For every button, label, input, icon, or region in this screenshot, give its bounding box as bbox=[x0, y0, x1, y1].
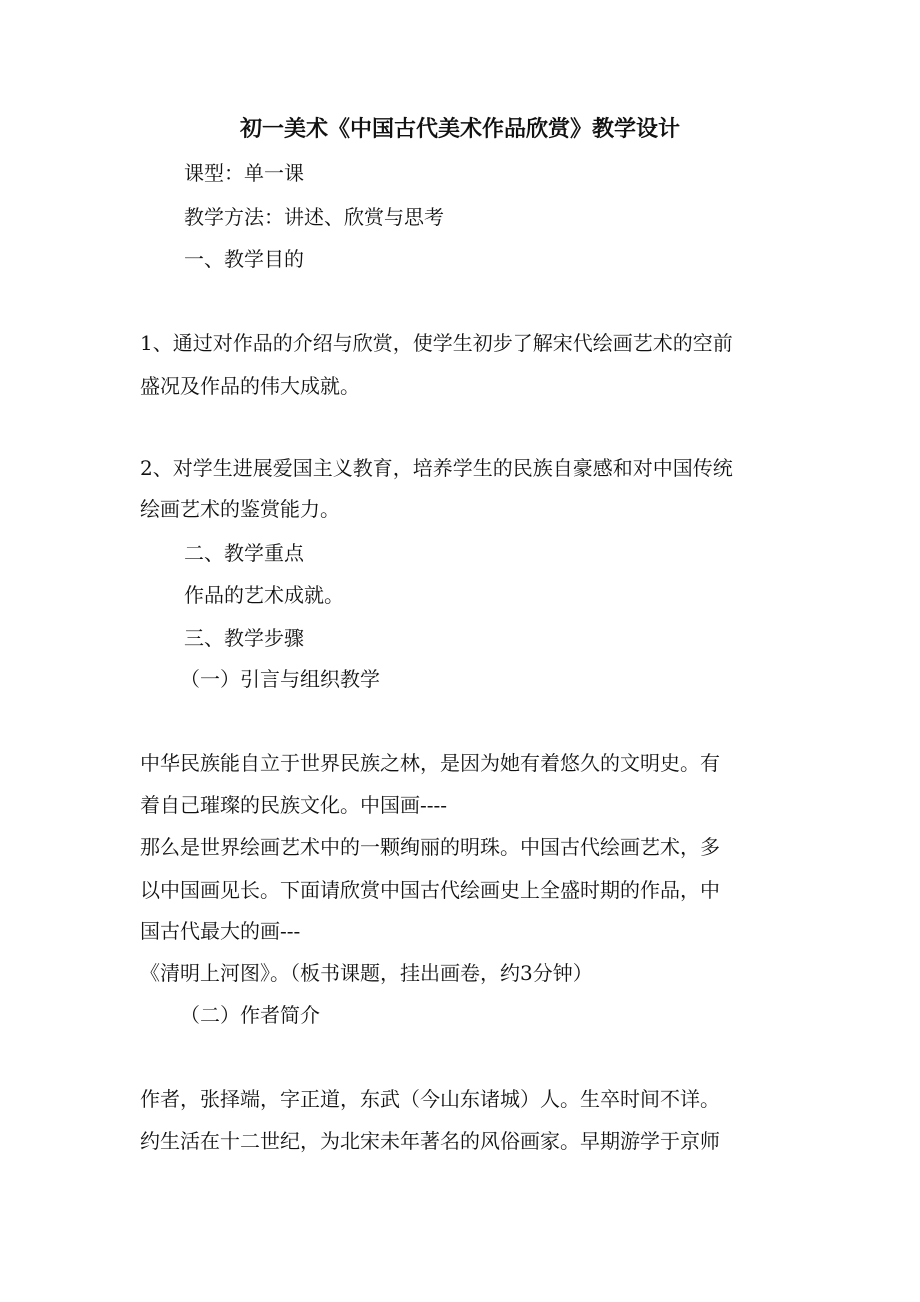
focus-text: 作品的艺术成就。 bbox=[184, 583, 344, 607]
section-heading-objectives: 一、教学目的 bbox=[184, 247, 304, 271]
objective-2-line-1: 2、对学生进展爱国主义教育，培养学生的民族自豪感和对中国传统 bbox=[140, 456, 733, 480]
teaching-method-line: 教学方法：讲述、欣赏与思考 bbox=[184, 205, 444, 229]
paragraph-1-line-4: 以中国画见长。下面请欣赏中国古代绘画史上全盛时期的作品，中 bbox=[140, 878, 720, 902]
paragraph-1-line-6: 《清明上河图》。（板书课题，挂出画卷，约3分钟） bbox=[140, 961, 593, 985]
paragraph-1-line-1: 中华民族能自立于世界民族之林，是因为她有着悠久的文明史。有 bbox=[140, 751, 720, 775]
paragraph-1-line-5: 国古代最大的画--- bbox=[140, 919, 301, 943]
paragraph-2-line-1: 作者，张择端，字正道，东武（今山东诸城）人。生卒时间不详。 bbox=[140, 1087, 720, 1111]
section-heading-focus: 二、教学重点 bbox=[184, 541, 304, 565]
objective-2-line-2: 绘画艺术的鉴赏能力。 bbox=[140, 497, 340, 521]
section-heading-steps: 三、教学步骤 bbox=[184, 626, 304, 650]
step-1-heading: （一）引言与组织教学 bbox=[180, 667, 380, 691]
paragraph-1-line-2: 着自己璀璨的民族文化。中国画---- bbox=[140, 793, 448, 817]
objective-1-line-1: 1、通过对作品的介绍与欣赏，使学生初步了解宋代绘画艺术的空前 bbox=[140, 331, 733, 355]
paragraph-2-line-2: 约生活在十二世纪，为北宋未年著名的风俗画家。早期游学于京师 bbox=[140, 1129, 720, 1153]
paragraph-1-line-3: 那么是世界绘画艺术中的一颗绚丽的明珠。中国古代绘画艺术，多 bbox=[140, 835, 720, 859]
step-2-heading: （二）作者简介 bbox=[180, 1003, 320, 1027]
document-title: 初一美术《中国古代美术作品欣赏》教学设计 bbox=[239, 116, 680, 142]
objective-1-line-2: 盛况及作品的伟大成就。 bbox=[140, 374, 360, 398]
course-type-line: 课型：单一课 bbox=[184, 161, 304, 185]
